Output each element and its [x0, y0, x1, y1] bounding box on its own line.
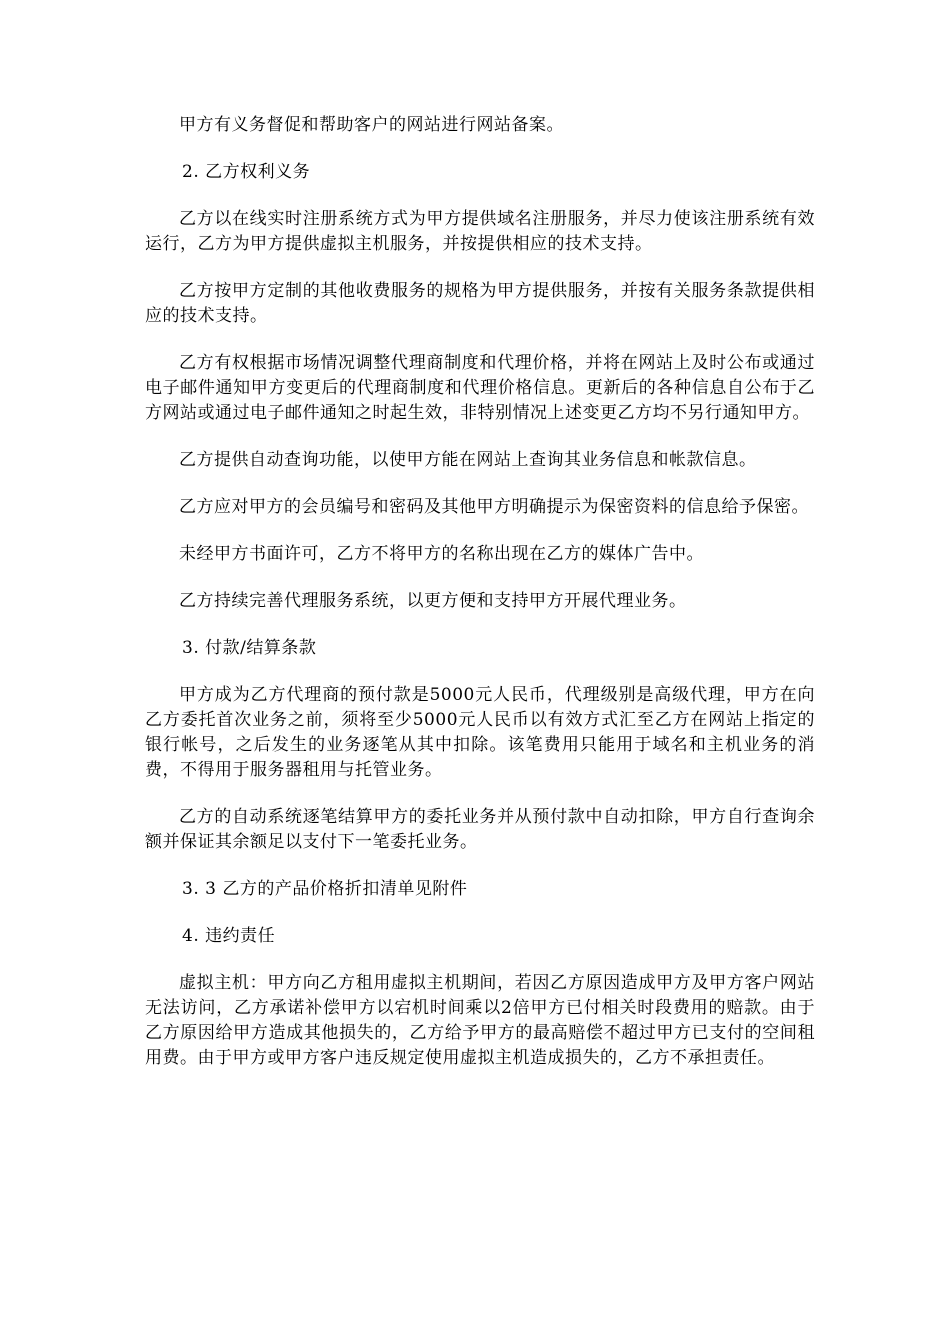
paragraph: 乙方应对甲方的会员编号和密码及其他甲方明确提示为保密资料的信息给予保密。: [179, 497, 809, 517]
paragraph: 甲方成为乙方代理商的预付款是5000元人民币，代理级别是高级代理，甲方在向乙方委托首次业务之前，须将至少5000元人民币以有效方式汇至乙方在网站上指定的银行帐号，之后发生的业务逐笔从其中扣除。该笔费用只能用于域名和主机业务的消费，不得用于服务器租用与托管业务。: [145, 685, 815, 780]
paragraph: 乙方持续完善代理服务系统，以更方便和支持甲方开展代理业务。: [179, 591, 687, 611]
paragraph: 乙方有权根据市场情况调整代理商制度和代理价格，并将在网站上及时公布或通过电子邮件通知甲方变更后的代理商制度和代理价格信息。更新后的各种信息自公布于乙方网站或通过电子邮件通知之时起生效，非特别情况上述变更乙方均不另行通知甲方。: [145, 353, 815, 423]
paragraph: 乙方按甲方定制的其他收费服务的规格为甲方提供服务，并按有关服务条款提供相应的技术支持。: [145, 281, 815, 326]
section-heading: 2. 乙方权利义务: [182, 162, 311, 182]
paragraph: 甲方有义务督促和帮助客户的网站进行网站备案。: [179, 115, 564, 135]
paragraph: 未经甲方书面许可，乙方不将甲方的名称出现在乙方的媒体广告中。: [179, 544, 704, 564]
paragraph: 乙方提供自动查询功能，以使甲方能在网站上查询其业务信息和帐款信息。: [179, 450, 757, 470]
section-heading: 3. 付款/结算条款: [182, 638, 317, 658]
paragraph: 虚拟主机：甲方向乙方租用虚拟主机期间，若因乙方原因造成甲方及甲方客户网站无法访问，乙方承诺补偿甲方以宕机时间乘以2倍甲方已付相关时段费用的赔款。由于乙方原因给甲方造成其他损失的，乙方给予甲方的最高赔偿不超过甲方已支付的空间租用费。由于甲方或甲方客户违反规定使用虚拟主机造成损失的，乙方不承担责任。: [145, 973, 815, 1068]
section-heading: 3. 3 乙方的产品价格折扣清单见附件: [182, 879, 468, 899]
paragraph: 乙方的自动系统逐笔结算甲方的委托业务并从预付款中自动扣除，甲方自行查询余额并保证其余额足以支付下一笔委托业务。: [145, 807, 815, 852]
document-body: [145, 113, 815, 1093]
section-heading: 4. 违约责任: [182, 926, 276, 946]
paragraph: 乙方以在线实时注册系统方式为甲方提供域名注册服务，并尽力使该注册系统有效运行，乙方为甲方提供虚拟主机服务，并按提供相应的技术支持。: [145, 209, 815, 254]
